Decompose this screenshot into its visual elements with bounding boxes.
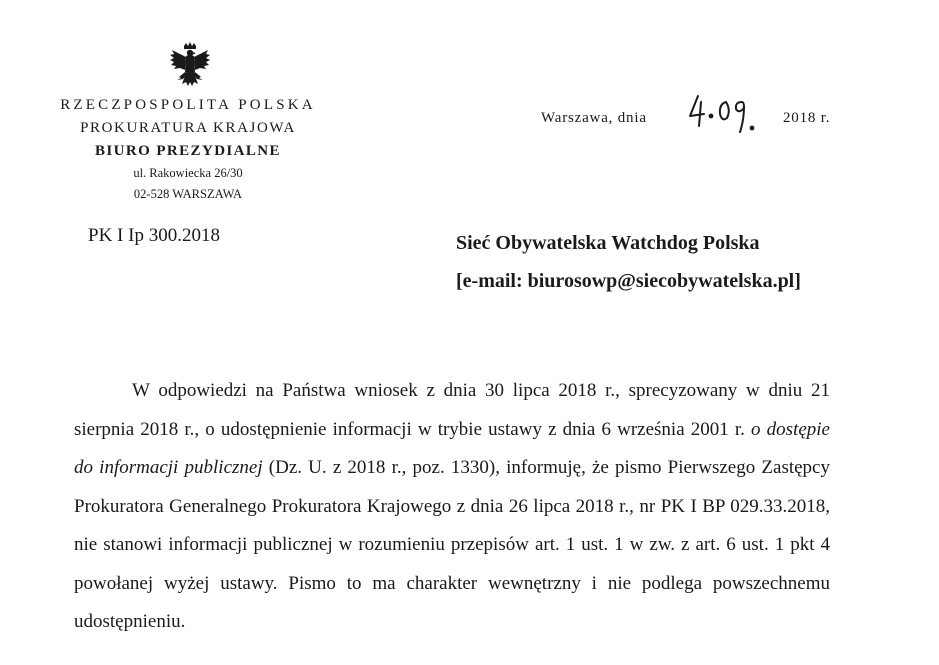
header-office: PROKURATURA KRAJOWA bbox=[80, 120, 296, 136]
handwritten-date bbox=[686, 92, 766, 136]
header-city-address: 02-528 WARSZAWA bbox=[133, 187, 243, 201]
reference-number: PK I Ip 300.2018 bbox=[88, 225, 220, 246]
header-country: RZECZPOSPOLITA POLSKA bbox=[60, 97, 316, 113]
recipient-name: Sieć Obywatelska Watchdog Polska bbox=[456, 232, 760, 254]
header-bureau: BIURO PREZYDIALNE bbox=[95, 143, 281, 159]
header-street-address: ul. Rakowiecka 26/30 bbox=[133, 166, 243, 180]
body-part-1: W odpowiedzi na Państwa wniosek z dnia 30 lipca 2018 r., sprecyzowany w dniu 21 sierpnia 2018 r., o udostępnienie informacji w trybie ustawy z dnia 6 września 2001 r. bbox=[74, 380, 830, 440]
recipient-email: [e-mail: biurosowp@siecobywatelska.pl] bbox=[456, 270, 801, 292]
recipient-block bbox=[456, 224, 801, 300]
polish-eagle-emblem-icon bbox=[168, 42, 212, 90]
body-part-2: (Dz. U. z 2018 r., poz. 1330), informuję, że pismo Pierwszego Zastępcy Prokuratora Generalnego Prokuratora Krajowego z dnia 26 lipca 2018 r., nr PK I BP 029.33.2018, nie stanowi informacji publicznej w rozumieniu przepisów art. 1 ust. 1 w zw. z art. 6 ust. 1 pkt 4 powołanej wyżej ustawy. Pismo to ma charakter wewnętrzny i nie podlega powszechnemu udostępnieniu. bbox=[74, 457, 830, 632]
date-place-prefix: Warszawa, dnia bbox=[541, 110, 647, 126]
act-title: o dostępie do informacji publicznej bbox=[74, 418, 830, 478]
letter-body bbox=[74, 372, 830, 642]
date-year-suffix: 2018 r. bbox=[783, 110, 831, 126]
